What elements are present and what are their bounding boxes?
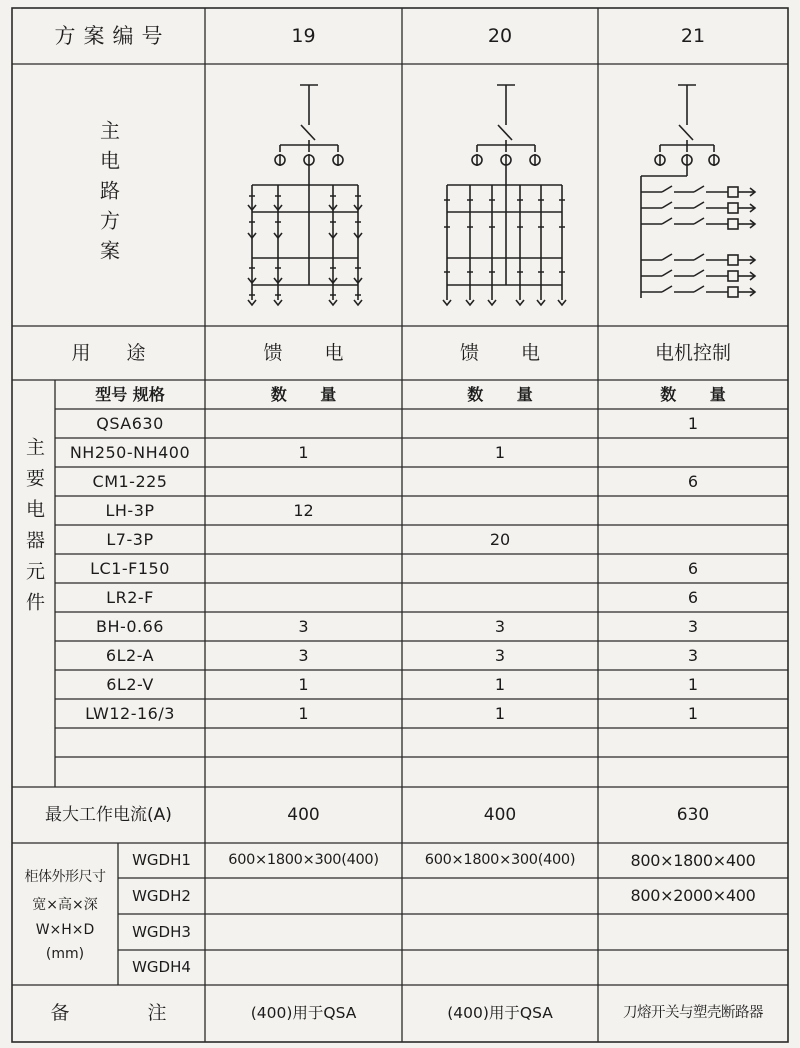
qty-cell: 1	[298, 442, 309, 462]
qty-cell	[205, 409, 402, 438]
qty-cell: 3	[298, 645, 309, 665]
max-current-19: 400	[287, 804, 320, 825]
cabinet-model: WGDH3	[132, 922, 191, 941]
model-cell: 6L2-A	[105, 645, 155, 665]
remarks-label: 备 注	[50, 1002, 203, 1024]
model-cell: 6L2-V	[106, 674, 154, 694]
model-cell: L7-3P	[106, 529, 154, 549]
model-cell: CM1-225	[92, 471, 168, 491]
qty-cell: 3	[687, 645, 699, 665]
main-circuit-label: 主电路方案	[96, 120, 121, 270]
qty-cell	[598, 496, 788, 525]
qty-cell: 6	[687, 471, 699, 491]
dimension-cell: 800×1800×400	[630, 850, 756, 870]
dimension-cell: 600×1800×300(400)	[228, 852, 379, 869]
circuit-diagram-19	[248, 85, 362, 305]
dimension-cell	[598, 950, 788, 985]
dimension-cell: 600×1800×300(400)	[424, 852, 576, 869]
components-group-label: 主要电器元件	[23, 437, 45, 623]
qty-cell	[205, 583, 402, 612]
model-cell: LW12-16/3	[85, 703, 175, 723]
qty-cell: 6	[687, 558, 699, 578]
qty-cell: 3	[298, 616, 309, 636]
qty-cell	[205, 525, 402, 554]
dimensions-label: 柜体外形尺寸 宽×高×深 W×H×D (mm)	[24, 869, 106, 962]
dimension-cell	[402, 878, 598, 914]
scheme-number-19: 19	[291, 24, 316, 47]
scheme-number-label: 方案编号	[54, 23, 171, 48]
model-cell: BH-0.66	[96, 616, 164, 636]
qty-cell	[598, 438, 788, 467]
col-qty-20: 数 量	[467, 384, 547, 404]
usage-21: 电机控制	[654, 341, 731, 364]
cabinet-model: WGDH2	[132, 886, 191, 905]
qty-cell	[402, 467, 598, 496]
usage-label: 用途	[71, 341, 182, 364]
dimension-cell	[402, 950, 598, 985]
dimension-cell	[205, 914, 402, 950]
remarks-20: (400)用于QSA	[447, 1003, 553, 1022]
qty-cell: 1	[687, 674, 699, 694]
usage-19: 馈 电	[263, 341, 362, 364]
scheme-number-20: 20	[487, 24, 513, 47]
circuit-diagram-21	[641, 85, 755, 298]
qty-cell: 1	[687, 413, 699, 433]
dimension-cell	[598, 914, 788, 950]
qty-cell: 1	[494, 442, 506, 462]
max-current-20: 400	[483, 804, 517, 825]
dimension-cell	[205, 950, 402, 985]
qty-cell	[205, 554, 402, 583]
qty-cell: 20	[489, 529, 511, 549]
col-model-spec: 型号 规格	[95, 384, 165, 404]
cabinet-model: WGDH4	[132, 958, 191, 976]
qty-cell: 1	[687, 703, 699, 723]
scheme-number-21: 21	[680, 24, 706, 47]
qty-cell	[402, 496, 598, 525]
qty-cell: 1	[494, 703, 506, 723]
qty-cell: 1	[298, 674, 309, 694]
dimension-cell	[205, 878, 402, 914]
qty-cell	[402, 409, 598, 438]
model-cell: LH-3P	[105, 500, 155, 520]
qty-cell: 1	[494, 674, 506, 694]
qty-cell: 1	[298, 703, 309, 723]
model-cell: LC1-F150	[90, 558, 170, 578]
qty-cell	[205, 467, 402, 496]
remarks-19: (400)用于QSA	[250, 1003, 357, 1022]
qty-cell	[402, 554, 598, 583]
qty-cell	[402, 583, 598, 612]
col-qty-19: 数 量	[270, 384, 351, 404]
max-current-21: 630	[676, 804, 710, 825]
qty-cell: 3	[494, 616, 506, 636]
dimension-cell	[402, 914, 598, 950]
cabinet-model: WGDH1	[132, 851, 191, 869]
qty-cell: 6	[687, 587, 699, 607]
qty-cell: 3	[687, 616, 699, 636]
qty-cell: 3	[494, 645, 506, 665]
dimension-cell: 800×2000×400	[630, 886, 756, 905]
qty-cell	[598, 525, 788, 554]
model-cell: NH250-NH400	[69, 442, 191, 462]
qty-cell: 12	[293, 500, 314, 520]
circuit-diagram-20	[443, 85, 566, 305]
remarks-21: 刀熔开关与塑壳断路器	[623, 1005, 763, 1022]
col-qty-21: 数 量	[660, 384, 740, 404]
model-cell: QSA630	[96, 413, 164, 433]
model-cell: LR2-F	[106, 587, 154, 607]
max-current-label: 最大工作电流(A)	[45, 804, 172, 825]
usage-20: 馈 电	[459, 341, 559, 364]
